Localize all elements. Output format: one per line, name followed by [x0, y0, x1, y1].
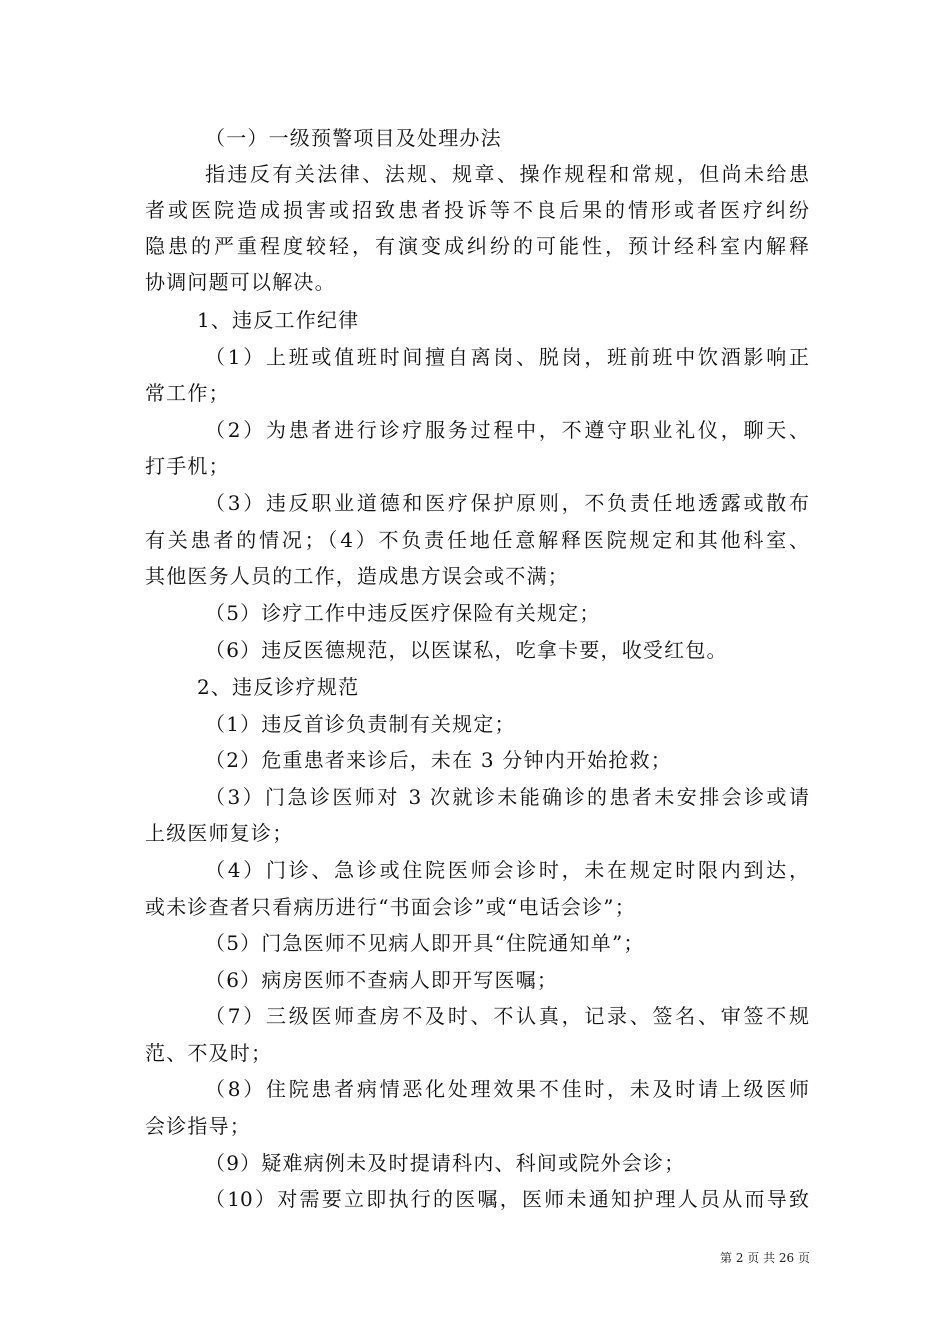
list-item-continuation: 打手机； [145, 454, 230, 478]
list-item: （3）违反职业道德和医疗保护原则，不负责任地透露或散布 [205, 491, 809, 515]
list-item: （2）危重患者来诊后，未在 3 分钟内开始抢救； [205, 748, 672, 772]
list-item: （6）病房医师不查病人即开写医嘱； [205, 968, 559, 992]
list-item: （5）门急医师不见病人即开具“住院通知单”； [205, 931, 645, 955]
list-item-continuation: 或未诊查者只看病历进行“书面会诊”或“电话会诊”； [145, 895, 636, 919]
list-item: （6）违反医德规范，以医谋私，吃拿卡要，收受红包。 [205, 638, 728, 662]
list-item-continuation: 范、不及时； [145, 1041, 273, 1065]
list-item-continuation: 有关患者的情况；（4）不负责任地任意解释医院规定和其他科室、 [145, 528, 809, 552]
list-item: （7）三级医师查房不及时、不认真，记录、签名、审签不规 [205, 1004, 809, 1028]
list-item-continuation: 常工作； [145, 381, 230, 405]
list-item: （9）疑难病例未及时提请科内、科间或院外会诊； [205, 1151, 686, 1175]
paragraph-line: 者或医院造成损害或招致患者投诉等不良后果的情形或者医疗纠纷 [145, 198, 809, 222]
list-item: （3）门急诊医师对 3 次就诊未能确诊的患者未安排会诊或请 [205, 785, 809, 809]
list-item: （1）违反首诊负责制有关规定； [205, 712, 516, 736]
paragraph-line: 协调问题可以解决。 [145, 270, 336, 294]
list-item-continuation: 会诊指导； [145, 1114, 251, 1138]
paragraph-line: 隐患的严重程度较轻，有演变成纠纷的可能性，预计经科室内解释 [145, 234, 809, 258]
list-item-continuation: 其他医务人员的工作，造成患方误会或不满； [145, 564, 569, 588]
list-item: （5）诊疗工作中违反医疗保险有关规定； [205, 601, 601, 625]
list-item: （4）门诊、急诊或住院医师会诊时，未在规定时限内到达， [205, 858, 809, 882]
list-item: （1）上班或值班时间擅自离岗、脱岗，班前班中饮酒影响正 [205, 345, 809, 369]
list-item-continuation: 上级医师复诊； [145, 821, 294, 845]
subsection-heading: 1、违反工作纪律 [197, 308, 360, 332]
list-item: （2）为患者进行诊疗服务过程中，不遵守职业礼仪，聊天、 [205, 418, 809, 442]
section-heading: （一）一级预警项目及处理办法 [205, 126, 502, 150]
paragraph-line: 指违反有关法律、法规、规章、操作规程和常规，但尚未给患 [205, 162, 809, 186]
subsection-heading: 2、违反诊疗规范 [197, 675, 360, 699]
list-item: （10）对需要立即执行的医嘱，医师未通知护理人员从而导致 [205, 1187, 809, 1211]
list-item: （8）住院患者病情恶化处理效果不佳时，未及时请上级医师 [205, 1077, 809, 1101]
page-number-footer: 第 2 页 共 26 页 [720, 1251, 810, 1265]
